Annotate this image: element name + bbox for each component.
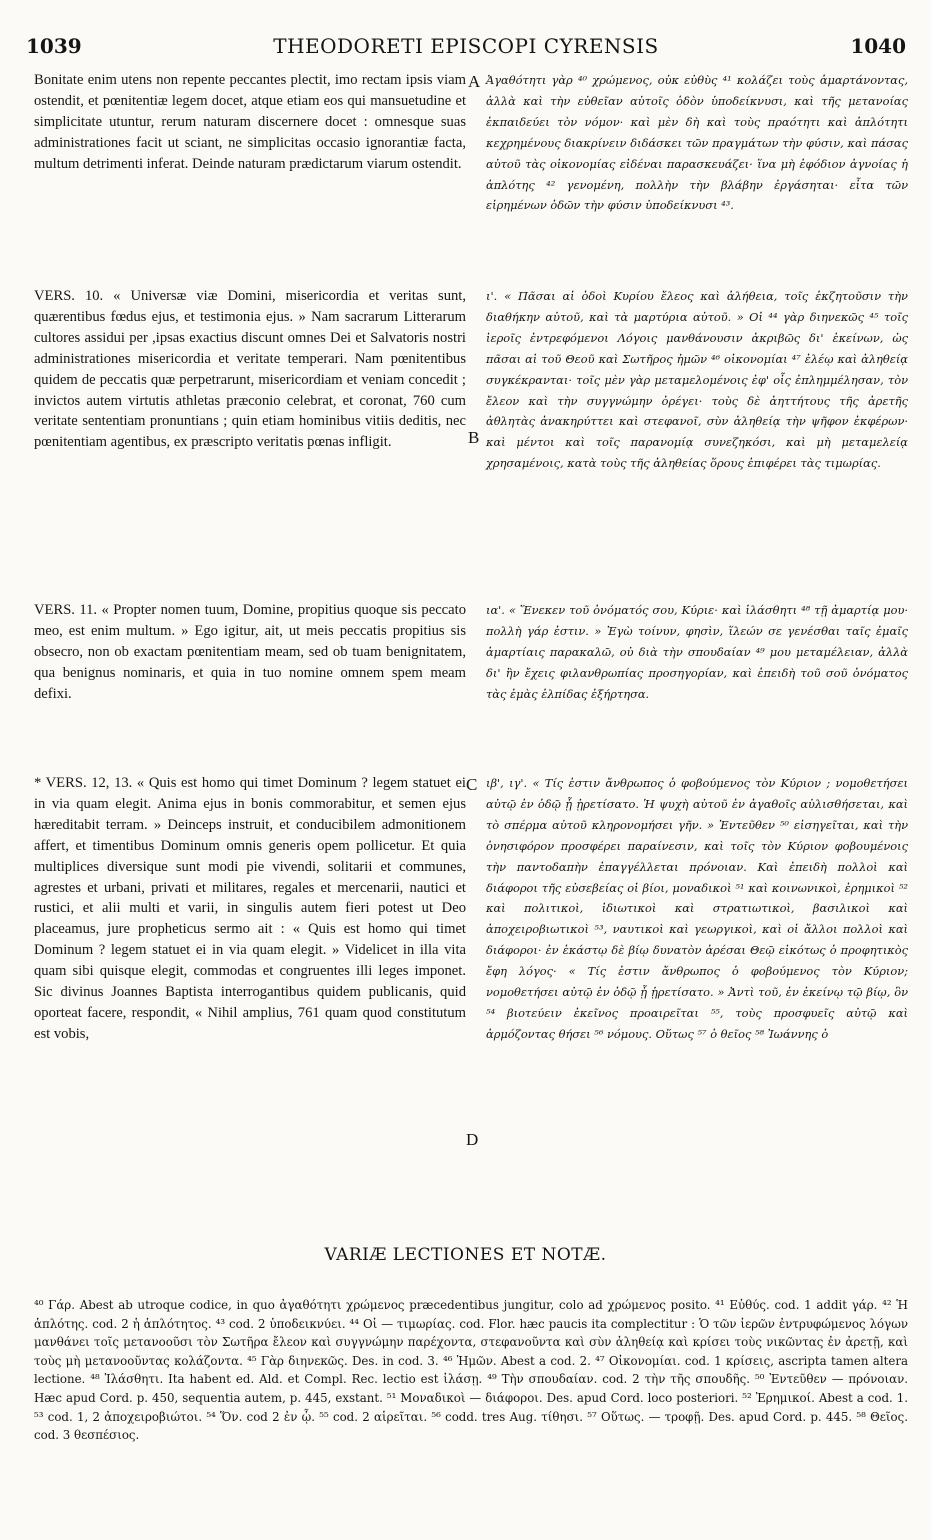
page-number-right: 1040 [850,34,906,58]
running-title: THEODORETI EPISCOPI CYRENSIS [273,34,659,58]
notes-body: ⁴⁰ Γάρ. Abest ab utroque codice, in quo ἀγαθότητι χρώμενος præcedentibus jungitur, colo ad χρώμενος posito. ⁴¹ Εὐθύς. cod. 1 addit γάρ. ⁴² Ἡ ἁπλότης. cod. 2 ἡ ἁπλότητος. ⁴³ cod. 2 ὑποδεικνύει. ⁴⁴ Οἱ — τιμωρίας. cod. Flor. hæc paucis ita complectitur : Ὁ τῶν ἱερῶν ἐντρυφώμενος λόγων μανθάνει τοῖς μετανοοῦσι τὸν Σωτῆρα ἔλεον καὶ συγγνώμην παρέχοντα, στεφανοῦντα καὶ σὺν ἀληθείᾳ καὶ κρίσει τοὺς νικῶντας ἐν ἀρετῇ, καὶ τοὺς μὴ μετανοοῦντας κολάζοντα. ⁴⁵ Γὰρ διηνεκῶς. Des. in cod. 3. ⁴⁶ Ἡμῶν. Abest a cod. 2. ⁴⁷ Οἰκονομίαι. cod. 1 κρίσεις, ascripta tamen altera lectione. ⁴⁸ Ἱλάσθητι. Ita habent ed. Ald. et Compl. Rec. lectio est ἱλάσῃ. ⁴⁹ Τὴν σπουδαίαν. cod. 2 τὴν τῆς σπουδῆς. ⁵⁰ Ἐντεῦθεν — πρόνοιαν. Hæc apud Cord. p. 450, sequentia autem, p. 445, exstant. ⁵¹ Μοναδικοὶ — διάφοροι. Des. apud Cord. loco posteriori. ⁵² Ἐρημικοί. Abest a cod. 1. ⁵³ cod. 1, 2 ἀποχειροβιώτοι. ⁵⁴ Ὅν. cod 2 ἐν ᾧ. ⁵⁵ cod. 2 αἱρεῖται. ⁵⁶ codd. tres Aug. τίθησι. ⁵⁷ Οὕτως. — τροφῇ. Des. apud Cord. p. 445. ⁵⁸ Θεῖος. cod. 3 θεσπέσιος. [34,1298,908,1443]
greek-paragraph-vers-11: ια'. « Ἕνεκεν τοῦ ὀνόματός σου, Κύριε· καὶ ἱλάσθητι ⁴⁸ τῇ ἁμαρτίᾳ μου· πολλὴ γάρ ἐστιν. » Ἐγὼ τοίνυν, φησὶν, ἵλεών σε γενέσθαι ταῖς ἐμαῖς ἁμαρτίαις παρακαλῶ, οὐ διὰ τὴν σπουδαίαν ⁴⁹ μου μεταμέλειαν, ἀλλὰ δι' ἣν ἔχεις φιλανθρωπίας προσηγορίαν, καὶ ἐπειδὴ τοῦ σοῦ ὀνόματος τὰς ἐμὰς ἐλπίδας ἐξήρτησα. [486,603,908,701]
latin-paragraph-vers-12-13: * VERS. 12, 13. « Quis est homo qui timet Dominum ? legem statuet ei in via quam elegit. Anima ejus in bonis commorabitur, et semen ejus hæreditabit terram. » Deinceps instruit, et conducibilem admonitionem affert, et timentibus Dominum omnis generis opem pollicetur. Et quia multiplices diversique sunt modi pie vivendi, solitarii et communes, agrestes et urbani, privati et militares, regales et mercenarii, nautici et rustici, et alii multi et varii, in singulis autem fieri potest ut Deo placeamus, jure propheticus sermo ait : « Quis est homo qui timet Dominum ? legem statuet ei in via quam elegit. » Videlicet in illa vita quam sibi quisque elegit, commodas et congruentes illi leges imponet. Sic divinus Joannes Baptista interrogantibus quidem publicanis, quid oporteat facere, respondit, « Nihil amplius, 761 quam quod constitutum est vobis, [34,775,466,1042]
latin-paragraph-1: Bonitate enim utens non repente peccantes plectit, imo rectam ipsis viam ostendit, et pœnitentiæ legem docet, atque etiam eos qui mansuetudine et simplicitate utuntur, rerum naturam discernere docet : omnesque suas administrationes facit ut sciant, ne simplicitas occasio ignorantiæ facta, multum detrimenti inferat. Deinde naturam prædictarum viarum ostendit. [34,72,466,172]
latin-paragraph-vers-10: VERS. 10. « Universæ viæ Domini, misericordia et veritas sunt, quærentibus fœdus ejus, et testimonia ejus. » Nam sacrarum Litterarum cultores assidui per ,ipsas exactius discunt omnes Dei et Salvatoris nostri administrationes misericordia et veritate temperari. Nam pœnitentibus quidem de peccatis quæ perpetrarunt, misericordiam et veniam concedit ; invictos autem virtutis athletas præconio celebrat, et coronat, 760 cum veritate sententiam pronuntians ; quin etiam hominibus vitiis deditis, nec pœnitentiam agentibus, ex præscripto veritatis pœnas infligit. [34,288,466,451]
margin-marker-d: D [466,1130,479,1149]
page-header [26,34,906,64]
margin-marker-b: B [468,428,480,447]
greek-paragraph-vers-10: ι'. « Πᾶσαι αἱ ὁδοὶ Κυρίου ἔλεος καὶ ἀλήθεια, τοῖς ἐκζητοῦσιν τὴν διαθήκην αὐτοῦ, καὶ τὰ μαρτύρια αὐτοῦ. » Οἱ ⁴⁴ γὰρ διηνεκῶς ⁴⁵ τοῖς ἱεροῖς ἐντρεφόμενοι Λόγοις μανθάνουσιν ἀκριβῶς δι' ἐκείνων, ὡς πᾶσαι αἱ τοῦ Θεοῦ καὶ Σωτῆρος ἡμῶν ⁴⁶ οἰκονομίαι ⁴⁷ ἐλέῳ καὶ ἀληθείᾳ συγκέκρανται· τοῖς μὲν γὰρ μεταμελομένοις ἐφ' οἷς ἐπλημμέλησαν, τὸν ἔλεον καὶ τὴν συγγνώμην ὀρέγει· τοὺς δὲ ἀηττήτους τῆς ἀρετῆς ἀθλητὰς ἀνακηρύττει καὶ στεφανοῖ, σὺν ἀληθείᾳ τὴν ψῆφον ἐκφέρων· καὶ μέντοι καὶ τοῖς παρανομίᾳ συνεζηκόσι, καὶ μὴ μεταμελείᾳ χρησαμένοις, κατὰ τοὺς τῆς ἀληθείας ὅρους ἐπιφέρει τὰς τιμωρίας. [486,289,908,471]
greek-paragraph-1: Ἀγαθότητι γὰρ ⁴⁰ χρώμενος, οὐκ εὐθὺς ⁴¹ κολάζει τοὺς ἁμαρτάνοντας, ἀλλὰ καὶ τὴν εὐθεῖαν αὐτοῖς ὁδὸν ὑποδείκνυσι, καὶ τῆς μετανοίας ἐκπαιδεύει τὸν νόμον· καὶ μὲν δὴ καὶ τοὺς πραότητι καὶ ἁπλότητι κεχρημένους διακρίνειν διδάσκει τῶν πραγμάτων τὴν φύσιν, καὶ πάσας αὐτοῦ τὰς οἰκονομίας εἰδέναι παρασκευάζει· ἵνα μὴ ἐφόδιον ἀγνοίας ἡ ἁπλότης ⁴² γενομένη, πολλὴν τὴν βλάβην ἐργάσηται· εἶτα τῶν εἰρημένων ὁδῶν τὴν φύσιν ὑποδείκνυσι ⁴³. [486,73,908,213]
latin-paragraph-vers-11: VERS. 11. « Propter nomen tuum, Domine, propitius quoque sis peccato meo, est enim multum. » Ego igitur, ait, ut meis peccatis propitius sis obsecro, non ob exactam pœnitentiam meam, sed ob tuam benignitatem, qua benignus nominaris, et quia in tuo nomine omnem spem meam defixi. [34,602,466,702]
greek-paragraph-vers-12-13: ιβ', ιγ'. « Τίς ἐστιν ἄνθρωπος ὁ φοβούμενος τὸν Κύριον ; νομοθετήσει αὐτῷ ἐν ὁδῷ ᾗ ᾑρετίσατο. Ἡ ψυχὴ αὐτοῦ ἐν ἀγαθοῖς αὐλισθήσεται, καὶ τὸ σπέρμα αὐτοῦ κληρονομήσει γῆν. » Ἐντεῦθεν ⁵⁰ εἰσηγεῖται, καὶ τὴν ὀνησιφόρον προσφέρει παραίνεσιν, καὶ τοῖς τὸν Κύριον φοβουμένοις τὴν παντοδαπὴν ἐπαγγέλλεται πρόνοιαν. Καὶ ἐπειδὴ πολλοὶ καὶ διάφοροι τῆς εὐσεβείας οἱ βίοι, μοναδικοὶ ⁵¹ καὶ κοινωνικοὶ, ἐρημικοὶ ⁵² καὶ πολιτικοὶ, ἰδιωτικοὶ καὶ στρατιωτικοὶ, βασιλικοὶ καὶ ἀποχειροβιωτικοὶ ⁵³, ναυτικοὶ καὶ γεωργικοὶ, καὶ οἱ ἄλλοι πολλοὶ καὶ διάφοροι· ἐν ἑκάστῳ δὲ βίῳ δυνατὸν ἀρέσαι Θεῷ εἰκότως ὁ προφητικὸς ἔφη λόγος· « Τίς ἐστιν ἄνθρωπος ὁ φοβούμενος τὸν Κύριον; νομοθετήσει αὐτῷ ἐν ὁδῷ ᾗ ᾑρετίσατο. » Ἀντὶ τοῦ, ἐν ἐκείνῳ τῷ βίῳ, ὃν ⁵⁴ βιοτεύειν ἐκεῖνος προαιρεῖται ⁵⁵, τοὺς προσφυεῖς αὐτῷ καὶ ἁρμόζοντας θήσει ⁵⁶ νόμους. Οὕτως ⁵⁷ ὁ θεῖος ⁵⁸ Ἰωάννης ὁ [486,776,908,1041]
notes-heading: VARIÆ LECTIONES ET NOTÆ. [324,1245,607,1265]
page-number-left: 1039 [26,34,82,58]
margin-marker-a: A [468,72,481,91]
margin-marker-c: C [466,775,478,794]
